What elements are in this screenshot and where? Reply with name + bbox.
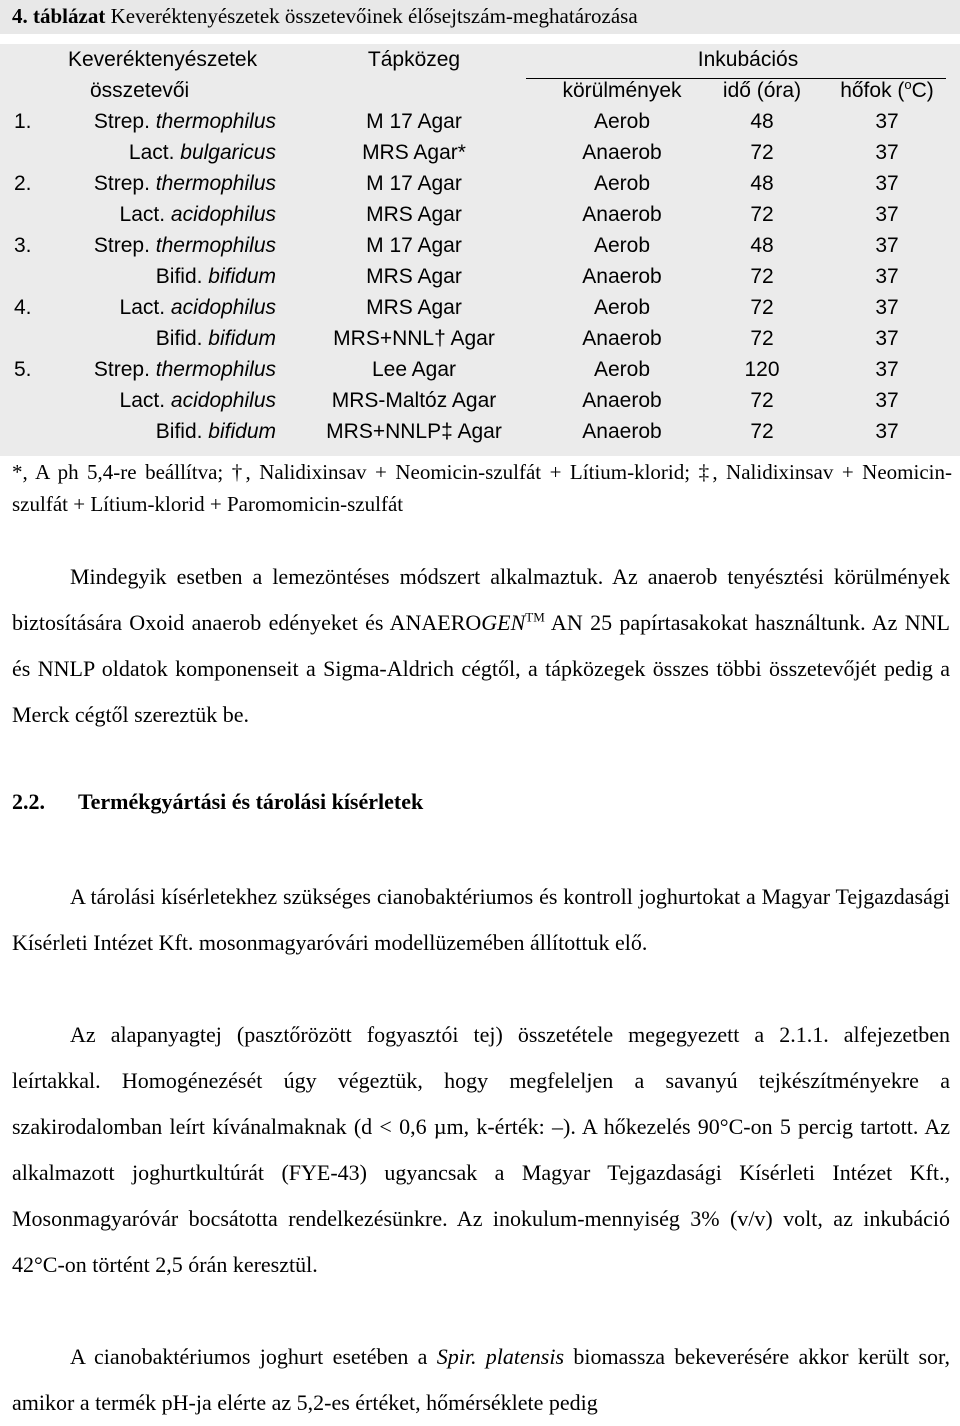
organism-species: thermophilus <box>155 172 276 195</box>
paragraph-methods-text: Mindegyik esetben a lemezöntéses módszert alkalmaztuk. Az anaerob tenyésztési körülmények biztosítására Oxoid anaerob edényeket és ANAERO <box>12 564 950 635</box>
row-condition: Aerob <box>593 296 651 319</box>
organism-genus: Lact. <box>128 141 175 164</box>
header-time: idő (óra) <box>722 79 802 102</box>
row-organism <box>94 110 276 134</box>
row-number: 2. <box>14 172 32 195</box>
row-temperature: 37 <box>875 172 899 195</box>
row-organism <box>94 358 276 382</box>
paragraph-methods-text-2: AN 25 papírtasakokat használtunk. Az NNL és NNLP oldatok komponenseit a Sigma-Aldrich cégtől, a tápközegek összes többi összetevőjét pedig a Merck cégtől szereztük be. <box>12 610 950 727</box>
row-time: 72 <box>750 327 774 350</box>
row-medium: M 17 Agar <box>366 172 462 195</box>
row-organism <box>156 420 276 444</box>
row-temperature: 37 <box>875 327 899 350</box>
row-time: 72 <box>750 265 774 288</box>
header-components-line2: összetevői <box>90 79 190 102</box>
row-condition: Aerob <box>593 234 651 257</box>
organism-genus: Bifid. <box>155 265 203 288</box>
row-medium: M 17 Agar <box>366 234 462 257</box>
row-time: 120 <box>744 358 780 381</box>
row-time: 72 <box>750 296 774 319</box>
table-body <box>0 108 960 449</box>
row-organism <box>156 265 276 289</box>
row-condition: Anaerob <box>582 327 662 350</box>
row-medium: MRS+NNLP‡ Agar <box>326 420 502 443</box>
table-caption <box>12 4 638 29</box>
row-time: 48 <box>750 110 774 133</box>
row-organism <box>120 296 276 320</box>
row-time: 72 <box>750 203 774 226</box>
row-organism <box>120 203 276 227</box>
section-title: Termékgyártási és tárolási kísérletek <box>78 789 424 814</box>
organism-genus: Strep. <box>93 358 150 381</box>
row-medium: MRS Agar <box>366 296 462 319</box>
row-time: 72 <box>750 141 774 164</box>
row-medium: MRS Agar* <box>362 141 466 164</box>
species-name: Spir. platensis <box>436 1344 565 1369</box>
organism-genus: Strep. <box>93 110 150 133</box>
table-row <box>0 418 960 449</box>
row-temperature: 37 <box>875 234 899 257</box>
table-row <box>0 356 960 387</box>
row-temperature: 37 <box>875 420 899 443</box>
anaerogen-suffix: GEN <box>481 610 526 635</box>
organism-species: thermophilus <box>155 234 276 257</box>
row-condition: Anaerob <box>582 389 662 412</box>
row-temperature: 37 <box>875 296 899 319</box>
row-number: 4. <box>14 296 32 319</box>
table-row <box>0 232 960 263</box>
row-medium: MRS Agar <box>366 265 462 288</box>
row-condition: Aerob <box>593 358 651 381</box>
row-temperature: 37 <box>875 141 899 164</box>
header-medium: Tápközeg <box>367 48 461 71</box>
header-temp-unit: C) <box>911 79 934 102</box>
row-number: 3. <box>14 234 32 257</box>
row-time: 72 <box>750 389 774 412</box>
row-temperature: 37 <box>875 110 899 133</box>
paragraph-cyano-text-2: biomassza bekeverésére akkor került sor, amikor a termék pH-ja elérte az 5,2-es értéket, hőmérséklete pedig <box>12 1344 950 1415</box>
culture-table <box>0 46 960 449</box>
table-row <box>0 325 960 356</box>
row-medium: MRS+NNL† Agar <box>333 327 495 350</box>
caption-label: 4. táblázat <box>12 4 106 28</box>
organism-species: bulgaricus <box>180 141 276 164</box>
row-medium: MRS Agar <box>366 203 462 226</box>
organism-species: bifidum <box>208 420 276 443</box>
organism-genus: Strep. <box>93 172 150 195</box>
paragraph-cyano-text: A cianobaktériumos joghurt esetében a <box>70 1344 437 1369</box>
row-time: 48 <box>750 172 774 195</box>
row-condition: Anaerob <box>582 265 662 288</box>
trademark-mark: TM <box>525 609 545 625</box>
row-temperature: 37 <box>875 389 899 412</box>
row-number: 5. <box>14 358 32 381</box>
organism-genus: Strep. <box>93 234 150 257</box>
row-medium: MRS-Maltóz Agar <box>331 389 497 412</box>
row-condition: Anaerob <box>582 141 662 164</box>
organism-genus: Bifid. <box>155 327 203 350</box>
row-time: 72 <box>750 420 774 443</box>
row-medium: Lee Agar <box>371 358 457 381</box>
header-temp-degree: o <box>904 77 912 92</box>
table-row <box>0 201 960 232</box>
organism-species: bifidum <box>208 327 276 350</box>
table-row <box>0 170 960 201</box>
header-components-line1: Keveréktenyészetek <box>68 48 258 71</box>
organism-species: bifidum <box>208 265 276 288</box>
row-organism <box>156 327 276 351</box>
organism-species: acidophilus <box>170 203 276 226</box>
header-temperature <box>840 79 934 103</box>
header-incubation: Inkubációs <box>697 48 799 71</box>
header-temp-text: hőfok ( <box>840 79 905 102</box>
row-temperature: 37 <box>875 265 899 288</box>
table-footnote: *, A ph 5,4-re beállítva; †, Nalidixinsav + Neomicin-szulfát + Lítium-klorid; ‡, Nalidixinsav + Neomicin-szulfát + Lítium-klorid + Paromomicin-szulfát <box>12 460 952 516</box>
organism-genus: Lact. <box>119 296 166 319</box>
caption-text: Keveréktenyészetek összetevőinek élősejtszám-meghatározása <box>105 4 638 28</box>
paragraph-methods <box>12 554 950 738</box>
header-conditions: körülmények <box>562 79 682 102</box>
row-time: 48 <box>750 234 774 257</box>
organism-species: thermophilus <box>155 358 276 381</box>
organism-species: acidophilus <box>170 389 276 412</box>
section-number: 2.2. <box>12 789 45 814</box>
table-row <box>0 108 960 139</box>
table-row <box>0 139 960 170</box>
organism-species: acidophilus <box>170 296 276 319</box>
paragraph-milk: Az alapanyagtej (pasztőrözött fogyasztói tej) összetétele megegyezett a 2.1.1. alfejezetben leírtakkal. Homogénezését úgy végeztük, hogy megfeleljen a savanyú tejkészítményekre a szakirodalomban leírt kívánalmaknak (d < 0,6 µm, k-érték: –). A hőkezelés 90°C-on 5 percig tartott. Az alkalmazott joghurtkultúrát (FYE-43) ugyancsak a Magyar Tejgazdasági Kísérleti Intézet Kft., Mosonmagyaróvár bocsátotta rendelkezésünkre. Az inokulum-mennyiség 3% (v/v) volt, az inkubáció 42°C-on történt 2,5 órán keresztül. <box>12 1022 950 1277</box>
section-heading <box>12 789 423 815</box>
row-temperature: 37 <box>875 203 899 226</box>
row-condition: Aerob <box>593 172 651 195</box>
table-row <box>0 387 960 418</box>
organism-genus: Lact. <box>119 203 166 226</box>
paragraph-storage: A tárolási kísérletekhez szükséges cianobaktériumos és kontroll joghurtokat a Magyar Tejgazdasági Kísérleti Intézet Kft. mosonmagyaróvári modellüzemében állítottuk elő. <box>12 884 950 955</box>
table-row <box>0 263 960 294</box>
row-organism <box>129 141 276 165</box>
row-number: 1. <box>14 110 32 133</box>
organism-genus: Lact. <box>119 389 166 412</box>
row-temperature: 37 <box>875 358 899 381</box>
row-medium: M 17 Agar <box>366 110 462 133</box>
organism-genus: Bifid. <box>155 420 203 443</box>
table-header-row-1 <box>0 46 960 77</box>
paragraph-cyanobacteria <box>12 1334 950 1426</box>
row-condition: Anaerob <box>582 203 662 226</box>
table-row <box>0 294 960 325</box>
row-organism <box>94 234 276 258</box>
row-condition: Anaerob <box>582 420 662 443</box>
table-header-row-2 <box>0 77 960 108</box>
row-organism <box>94 172 276 196</box>
row-organism <box>120 389 276 413</box>
row-condition: Aerob <box>593 110 651 133</box>
organism-species: thermophilus <box>155 110 276 133</box>
